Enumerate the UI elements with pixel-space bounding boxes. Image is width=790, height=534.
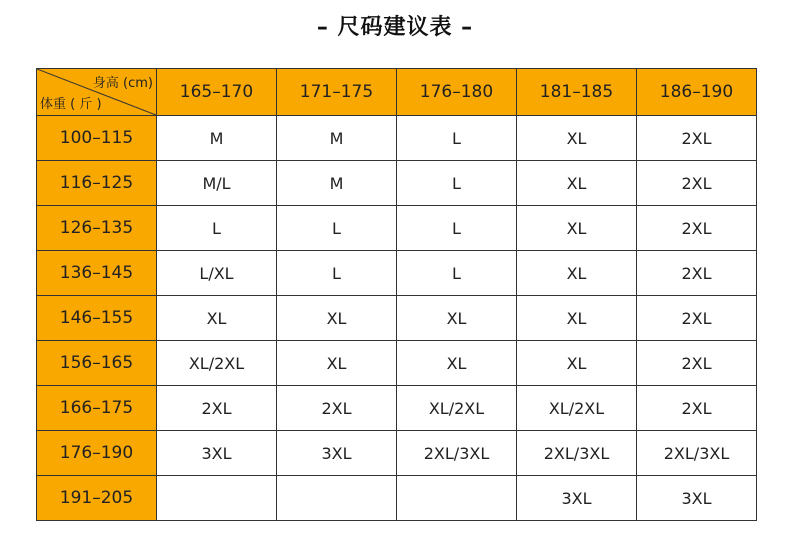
page-title: – 尺码建议表 –: [316, 15, 474, 40]
size-chart-table: [36, 68, 757, 521]
size-cell: 2XL: [277, 386, 397, 431]
size-cell: 3XL: [157, 431, 277, 476]
size-cell: XL: [277, 341, 397, 386]
column-header: 176–180: [397, 69, 517, 116]
size-cell: 3XL: [277, 431, 397, 476]
table-row: [37, 386, 757, 431]
table-row: [37, 431, 757, 476]
size-cell: XL: [157, 296, 277, 341]
size-cell: 2XL: [637, 296, 757, 341]
size-cell: XL: [517, 206, 637, 251]
size-cell: L: [157, 206, 277, 251]
table-row: [37, 206, 757, 251]
size-cell: L: [397, 251, 517, 296]
size-cell: 2XL: [157, 386, 277, 431]
weight-row-header: 156–165: [37, 341, 157, 386]
size-cell: XL: [517, 116, 637, 161]
size-cell: XL: [517, 296, 637, 341]
size-cell: 3XL: [517, 476, 637, 521]
weight-row-header: 176–190: [37, 431, 157, 476]
size-cell: XL: [517, 251, 637, 296]
size-cell: L: [277, 206, 397, 251]
size-cell: 2XL/3XL: [397, 431, 517, 476]
header-row: [37, 69, 757, 116]
weight-row-header: 136–145: [37, 251, 157, 296]
size-cell: XL/2XL: [157, 341, 277, 386]
table-row: [37, 296, 757, 341]
size-cell: 2XL: [637, 251, 757, 296]
table-row: [37, 341, 757, 386]
size-cell: L: [397, 161, 517, 206]
size-cell: XL: [397, 341, 517, 386]
size-cell: 2XL: [637, 206, 757, 251]
size-cell: XL: [517, 341, 637, 386]
size-cell: 2XL/3XL: [637, 431, 757, 476]
size-cell: [157, 476, 277, 521]
size-cell: 2XL: [637, 341, 757, 386]
size-cell: L/XL: [157, 251, 277, 296]
table-row: [37, 116, 757, 161]
size-cell: M/L: [157, 161, 277, 206]
corner-cell: [37, 69, 157, 116]
weight-row-header: 100–115: [37, 116, 157, 161]
size-cell: M: [157, 116, 277, 161]
size-cell: XL: [277, 296, 397, 341]
table-row: [37, 251, 757, 296]
height-axis-label: 身高 (cm): [92, 76, 153, 91]
size-cell: L: [397, 206, 517, 251]
table-row: [37, 476, 757, 521]
size-cell: L: [397, 116, 517, 161]
weight-row-header: 146–155: [37, 296, 157, 341]
size-cell: [397, 476, 517, 521]
weight-row-header: 166–175: [37, 386, 157, 431]
size-cell: 2XL: [637, 116, 757, 161]
weight-axis-label: 体重 ( 斤 ): [40, 97, 102, 112]
size-cell: XL/2XL: [397, 386, 517, 431]
size-cell: 2XL: [637, 386, 757, 431]
size-cell: 2XL/3XL: [517, 431, 637, 476]
column-header: 186–190: [637, 69, 757, 116]
size-cell: L: [277, 251, 397, 296]
table-row: [37, 161, 757, 206]
size-cell: XL: [517, 161, 637, 206]
size-cell: M: [277, 116, 397, 161]
size-cell: XL: [397, 296, 517, 341]
size-cell: XL/2XL: [517, 386, 637, 431]
size-cell: M: [277, 161, 397, 206]
size-cell: 2XL: [637, 161, 757, 206]
weight-row-header: 191–205: [37, 476, 157, 521]
column-header: 165–170: [157, 69, 277, 116]
size-cell: 3XL: [637, 476, 757, 521]
column-header: 181–185: [517, 69, 637, 116]
size-cell: [277, 476, 397, 521]
weight-row-header: 126–135: [37, 206, 157, 251]
column-header: 171–175: [277, 69, 397, 116]
weight-row-header: 116–125: [37, 161, 157, 206]
